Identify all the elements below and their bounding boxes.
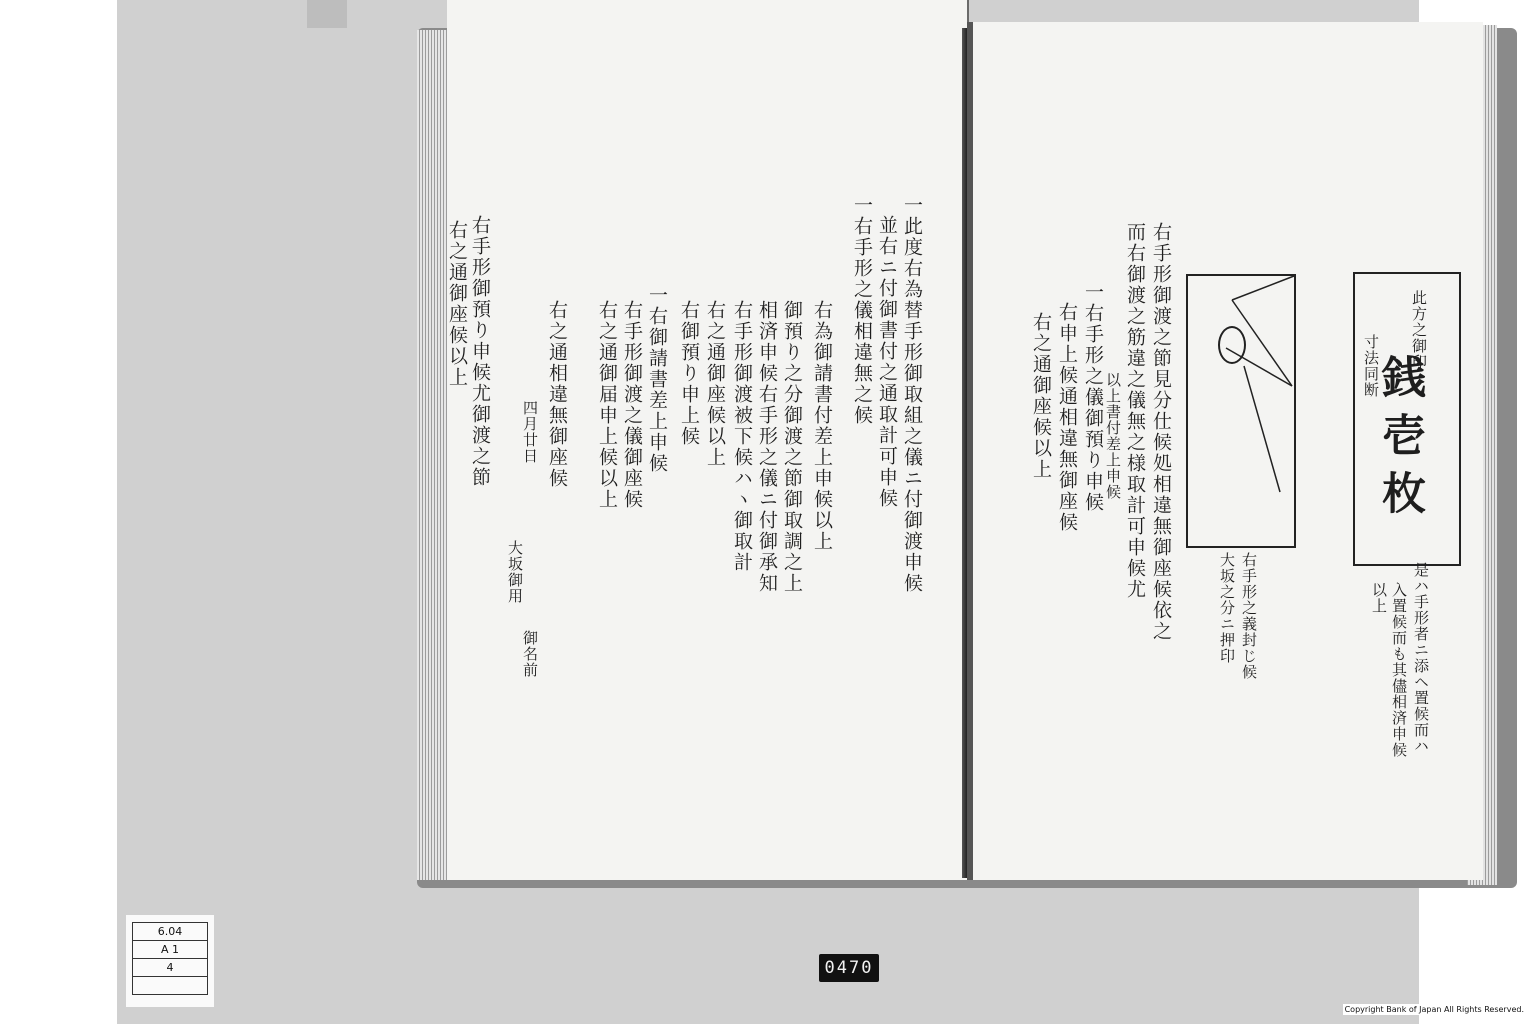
clip-shadow — [307, 0, 347, 28]
right-page — [967, 22, 1483, 880]
handwritten-column: 相済申候右手形之儀ニ付御承知 — [756, 300, 778, 594]
seal-icon — [1218, 326, 1246, 364]
handwritten-column: 右手形御渡之節見分仕候処相違無御座候依之 — [1150, 222, 1172, 642]
note-text: 入置候而も其儘相済申候 — [1390, 582, 1408, 758]
stamp-heading: 此方之御印 — [1410, 290, 1428, 370]
envelope-diagram — [1186, 274, 1296, 548]
handwritten-column: 右之通御届申上候以上 — [596, 300, 618, 510]
handwritten-column: 一右御請書差上申候 — [646, 285, 668, 474]
envelope-lines — [1188, 276, 1294, 546]
handwritten-column: 右之通御座候以上 — [704, 300, 726, 468]
handwritten-column: 右之通御座候以上 — [446, 220, 468, 388]
handwritten-column: 並右ニ付御書付之通取計可申候 — [876, 215, 898, 509]
stamp-main-text: 銭壱枚 — [1374, 354, 1425, 528]
handwritten-column: 而右御渡之筋違之儀無之様取計可申候尤 — [1124, 222, 1146, 600]
envelope-caption: 右手形之義封じ候 — [1240, 552, 1258, 680]
handwritten-column: 右御預り申上候 — [678, 300, 700, 447]
handwritten-column: 右之通御座候以上 — [1030, 312, 1052, 480]
stamp-frame — [1353, 272, 1461, 566]
signature-text: 御名前 — [521, 630, 539, 678]
label-cell: 4 — [133, 959, 208, 977]
handwritten-column: 右手形御預り申候尤御渡之節 — [469, 215, 491, 488]
left-page — [447, 0, 969, 880]
handwritten-column: 右為御請書付差上申候以上 — [811, 300, 833, 552]
stamp-subtext: 寸法同断 — [1362, 334, 1380, 398]
signature-text: 大坂御用 — [506, 540, 524, 604]
note-text: 是ハ手形者ニ添ヘ置候而ハ — [1412, 562, 1430, 754]
handwritten-column: 一右手形之儀相違無之候 — [851, 195, 873, 426]
copyright-notice: Copyright Bank of Japan All Rights Reserved. — [1344, 1005, 1524, 1014]
scan-background — [117, 0, 1430, 1024]
handwritten-column: 一此度右為替手形御取組之儀ニ付御渡申候 — [901, 195, 923, 594]
handwritten-column: 右申上候通相違無御座候 — [1056, 302, 1078, 533]
frame-number: 0470 — [819, 954, 879, 982]
handwritten-column: 右手形御渡之儀御座候 — [621, 300, 643, 510]
handwritten-column: 以上書付差上申候 — [1104, 372, 1122, 500]
note-text: 以上 — [1370, 582, 1388, 614]
handwritten-column: 右之通相違無御座候 — [546, 300, 568, 489]
label-cell — [133, 977, 208, 995]
catalog-label — [126, 915, 214, 1007]
label-cell: A 1 — [133, 941, 208, 959]
date-text: 四月廿日 — [521, 400, 539, 464]
catalog-label-table — [132, 922, 208, 995]
label-cell: 6.04 — [133, 923, 208, 941]
handwritten-column: 一右手形之儀御預り申候 — [1082, 282, 1104, 513]
handwritten-column: 右手形御渡被下候ハヽ御取計 — [731, 300, 753, 573]
handwritten-column: 御預り之分御渡之節御取調之上 — [781, 300, 803, 594]
envelope-caption: 大坂之分ニ押印 — [1218, 552, 1236, 664]
